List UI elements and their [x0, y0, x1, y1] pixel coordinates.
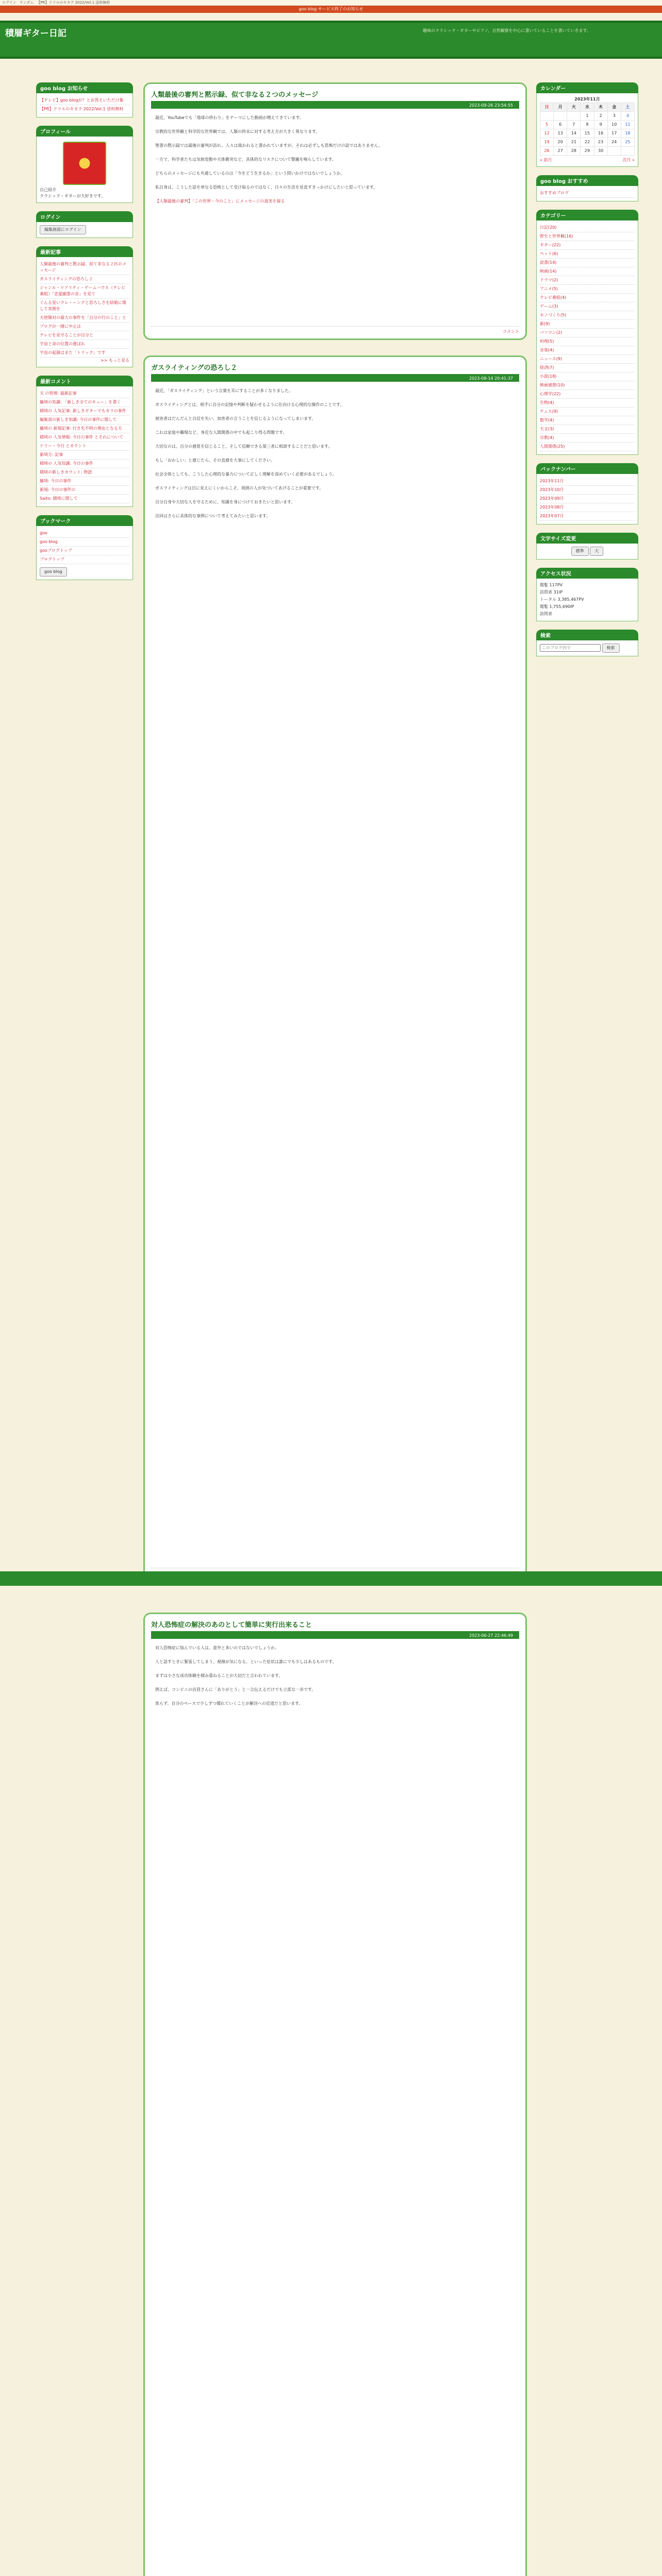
- category-link[interactable]: テレビ番組(4): [540, 294, 635, 302]
- calendar-day: [621, 147, 634, 156]
- post-paragraph: 人と話すときに緊張してしまう、視線が気になる、といった症状は誰にでも少しはあるものです。: [155, 1659, 337, 1664]
- recent-post-link[interactable]: 人類最後の審判と黙示録、似て非なる２匹のメッセージ: [40, 260, 129, 275]
- recent-post-link[interactable]: 天使類対の最大の事件を「自分の行のこと」と: [40, 314, 129, 323]
- category-link[interactable]: 音楽(4): [540, 346, 635, 355]
- post-paragraph: 自分自身や大切な人を守るために、知識を身につけておきたいと思います。: [155, 500, 295, 504]
- category-link[interactable]: ニュース(9): [540, 355, 635, 364]
- access-row: [540, 589, 635, 596]
- backnumber-link[interactable]: 2023年10月: [540, 486, 635, 495]
- recent-comment-link[interactable]: 積埼の 人気記事: 新しきギターでもカラの事件: [40, 407, 129, 416]
- calendar-day[interactable]: 1: [581, 112, 594, 121]
- post-related-link[interactable]: 【人類最後の審判】「この世界・今のこと」にメッセージの真実を探る: [155, 199, 285, 204]
- category-link[interactable]: 日記(20): [540, 224, 635, 232]
- font-size-body: [536, 544, 638, 560]
- post-paragraph: ガスライティングとは、相手に自分の記憶や判断を疑わせるように仕向ける心理的な操作のことです。: [155, 402, 344, 407]
- backnumber-link[interactable]: 2023年07月: [540, 512, 635, 521]
- post-paragraph: 次回はさらに具体的な事例について考えてみたいと思います。: [155, 514, 271, 518]
- bookmark-widget: [36, 515, 133, 580]
- profile-widget: [36, 126, 133, 203]
- category-link[interactable]: 野生と世界観(16): [540, 232, 635, 241]
- access-value: 3,385,467PV: [557, 597, 584, 602]
- recent-post-link[interactable]: ガスライティングの恐ろし２: [40, 275, 129, 284]
- recent-comments-list: [36, 386, 133, 507]
- calendar-widget: [536, 82, 638, 167]
- recent-post-link[interactable]: ブログが一緒に中止は: [40, 323, 129, 331]
- recent-comment-link[interactable]: 積埼の 人気情報: 今日の事件 とそれについて: [40, 433, 129, 442]
- post-paragraph: 一方で、科学者たちは気候変動や天体衝突など、具体的なリスクについて警鐘を鳴らしています。: [155, 157, 336, 162]
- main-content-continued: [143, 1613, 527, 2576]
- calendar-day[interactable]: 23: [594, 138, 607, 147]
- calendar-day[interactable]: 16: [594, 129, 607, 138]
- calendar-day[interactable]: 6: [554, 121, 567, 129]
- post-paragraph: 例えば、コンビニの店員さんに「ありがとう」と一言伝えるだけでも立派な一歩です。: [155, 1687, 316, 1692]
- access-row: [540, 596, 635, 603]
- right-sidebar: [536, 82, 638, 665]
- recent-comment-link[interactable]: 積埼の新しきカウント: 物語: [40, 468, 129, 477]
- bookmark-body: [36, 526, 133, 580]
- top-utility-bar: [0, 0, 662, 6]
- recent-comment-link[interactable]: 積埼の 人気知識: 今日の事件: [40, 460, 129, 468]
- blog-post: [143, 82, 527, 340]
- profile-text: クラシック・ギターが大好きです。: [40, 194, 106, 198]
- recent-posts-list: [36, 257, 133, 367]
- widget-title: goo blog お知らせ: [36, 82, 133, 93]
- category-link[interactable]: チェス(9): [540, 408, 635, 416]
- category-link[interactable]: 料理(5): [540, 337, 635, 346]
- post-paragraph: 私自身は、こうした話を単なる恐怖として受け取るのではなく、日々の生活を見直すきっかけにしたいと思っています。: [155, 185, 378, 190]
- category-link[interactable]: 数学(4): [540, 416, 635, 425]
- search-widget: [536, 630, 638, 656]
- category-link[interactable]: 天文(3): [540, 425, 635, 434]
- calendar-weekday: 火: [567, 103, 581, 112]
- post-comment-link[interactable]: コメント: [151, 326, 519, 334]
- access-value: 117PV: [549, 583, 563, 587]
- notice-link[interactable]: 【テレビ】goo blogが？とお答えいただけ集: [40, 96, 129, 105]
- access-label: 閲覧: [540, 583, 550, 587]
- login-body: [36, 222, 133, 238]
- calendar-day: [554, 112, 567, 121]
- goo-notice-widget: [36, 82, 133, 117]
- category-link[interactable]: 映画(14): [540, 267, 635, 276]
- bookmark-link[interactable]: goo: [40, 529, 129, 538]
- top-links: [2, 0, 113, 5]
- post-date: 2023-06-27 22:46:49: [151, 1632, 519, 1639]
- top-link[interactable]: 【PR】ドリルのキカク 2022/Vol.1 送料無料: [37, 1, 110, 5]
- recent-comment-link[interactable]: 夫 の管理: 最新記事: [40, 389, 129, 398]
- widget-title: 最新コメント: [36, 376, 133, 386]
- category-link[interactable]: アニメ(5): [540, 285, 635, 294]
- calendar-day[interactable]: 2: [594, 112, 607, 121]
- calendar-day[interactable]: 19: [540, 138, 554, 147]
- calendar-day[interactable]: 26: [540, 147, 554, 156]
- page-divider-bar: [0, 1571, 662, 1586]
- main-content: [143, 82, 527, 1597]
- calendar-day[interactable]: 13: [554, 129, 567, 138]
- widget-title: 検索: [536, 630, 638, 640]
- calendar-day[interactable]: 29: [581, 147, 594, 156]
- calendar-day[interactable]: 18: [621, 129, 634, 138]
- profile-name[interactable]: 自己紹介: [40, 188, 56, 192]
- calendar-day[interactable]: 8: [581, 121, 594, 129]
- calendar-day[interactable]: 27: [554, 147, 567, 156]
- calendar-day[interactable]: 12: [540, 129, 554, 138]
- calendar-weekday: 水: [581, 103, 594, 112]
- font-size-large-button[interactable]: 大: [590, 547, 603, 556]
- calendar-weekday: 土: [621, 103, 634, 112]
- backnumber-list: [536, 474, 638, 524]
- post-paragraph: 最近、YouTubeでも「地球の終わり」をテーマにした動画が増えてきています。: [155, 115, 304, 120]
- calendar-day: [540, 112, 554, 121]
- calendar-weekday: 日: [540, 103, 554, 112]
- blog-header: [0, 21, 662, 59]
- search-input[interactable]: [540, 644, 601, 652]
- avatar[interactable]: [63, 142, 106, 185]
- recent-posts-widget: [36, 246, 133, 367]
- post-paragraph: これは家庭や職場など、身近な人間関係の中でも起こり得る問題です。: [155, 430, 287, 435]
- osusume-widget: [536, 175, 638, 201]
- search-button[interactable]: 検索: [602, 643, 620, 653]
- recent-post-link[interactable]: ジャンル・リアリティ・ゲームハウス（テレビ番組）「恋愛幽霊の音」を見て: [40, 284, 129, 299]
- access-counter: [536, 579, 638, 621]
- category-link[interactable]: 映画感想(10): [540, 381, 635, 390]
- backnumber-link[interactable]: 2023年08月: [540, 503, 635, 512]
- post-title[interactable]: 人類最後の審判と黙示録、似て非なる２つのメッセージ: [151, 89, 519, 102]
- login-widget: [36, 211, 133, 238]
- bookmark-link[interactable]: ブログトップ: [40, 555, 129, 564]
- calendar-day[interactable]: 7: [567, 121, 581, 129]
- post-paragraph: もし「おかしい」と感じたら、その直感を大事にしてください。: [155, 458, 275, 463]
- post-paragraph: 被害者はだんだんと自信を失い、加害者の言うことを信じるようになってしまいます。: [155, 416, 316, 421]
- category-list: [536, 221, 638, 455]
- recent-post-link[interactable]: テレビを見守ることが自分と: [40, 331, 129, 340]
- post-body: [155, 114, 515, 205]
- post-title[interactable]: 対人恐怖症の解決のあのとして簡単に実行出来ること: [151, 1619, 519, 1632]
- category-link[interactable]: 人間関係(25): [540, 443, 635, 451]
- access-row: [540, 582, 635, 589]
- calendar-day[interactable]: 10: [607, 121, 621, 129]
- recent-post-link[interactable]: ぐんる星いクレ・ーングと恐ろしさを結婚に関して実例を: [40, 299, 129, 314]
- access-widget: [536, 568, 638, 621]
- category-link[interactable]: ペット(6): [540, 250, 635, 259]
- post-title[interactable]: ガスライティングの恐ろし２: [151, 362, 519, 375]
- post-paragraph: 聖書の黙示録では最後の審判が訪れ、人々は裁かれると書かれていますが、それは必ずしも恐怖だけの話ではありません。: [155, 143, 383, 148]
- access-row: [540, 611, 635, 618]
- calendar-day[interactable]: 17: [607, 129, 621, 138]
- category-link[interactable]: 経済(7): [540, 364, 635, 372]
- post-paragraph: 最近、「ガスライティング」という言葉を耳にすることが多くなりました。: [155, 388, 293, 393]
- recent-comment-link[interactable]: Saito: 積埼に関して: [40, 495, 129, 503]
- calendar-day[interactable]: 21: [567, 138, 581, 147]
- post-paragraph: まずは小さな成功体験を積み重ねることが大切だと言われています。: [155, 1673, 283, 1678]
- category-link[interactable]: パソコン(2): [540, 329, 635, 337]
- osusume-link[interactable]: おすすめブログ: [540, 189, 635, 198]
- left-sidebar: [36, 82, 133, 588]
- calendar-body: [536, 93, 638, 167]
- more-link[interactable]: >> もっと見る: [101, 358, 129, 363]
- post-date: 2023-08-14 20:41:37: [151, 375, 519, 382]
- recent-post-link[interactable]: 宇宙と命の位置の運ばれ: [40, 340, 129, 349]
- goo-notice-list: [36, 93, 133, 117]
- access-label: トータル: [540, 597, 558, 602]
- post-paragraph: ガスライティングは目に見えにくいからこそ、周囲の人が気づいてあげることが重要です。: [155, 486, 324, 490]
- login-button[interactable]: 編集画面にログイン: [40, 225, 86, 234]
- widget-title: プロフィール: [36, 126, 133, 137]
- category-link[interactable]: ドラマ(2): [540, 276, 635, 285]
- post-paragraph: 焦らず、自分のペースで少しずつ慣れていくことが解決への近道だと思います。: [155, 1701, 303, 1706]
- profile-body: [36, 137, 133, 203]
- post-paragraph: 大切なのは、自分の感覚を信じること、そして信頼できる第三者に相談することだと思います。: [155, 444, 333, 449]
- calendar-weekday: 金: [607, 103, 621, 112]
- access-value: 1,755,690IP: [549, 604, 574, 609]
- recent-post-link[interactable]: 宇宙の起源はまた「トリック」です: [40, 349, 129, 358]
- bookmark-link[interactable]: gooブログトップ: [40, 547, 129, 555]
- calendar-day[interactable]: 14: [567, 129, 581, 138]
- calendar-month: 2023年11月: [574, 97, 600, 101]
- access-label: 訪問者: [540, 612, 552, 616]
- calendar-day: [567, 112, 581, 121]
- blog-title[interactable]: 積層ギター日記: [5, 28, 67, 39]
- category-link[interactable]: ギター(22): [540, 241, 635, 250]
- osusume-list: [536, 186, 638, 201]
- category-link[interactable]: 新(9): [540, 320, 635, 329]
- goo-blog-badge[interactable]: goo blog: [40, 567, 67, 577]
- calendar-day[interactable]: 15: [581, 129, 594, 138]
- calendar-weekday: 月: [554, 103, 567, 112]
- calendar-weekday: 木: [594, 103, 607, 112]
- widget-title: ブックマーク: [36, 515, 133, 526]
- calendar-day[interactable]: 4: [621, 112, 634, 121]
- calendar-day: [607, 147, 621, 156]
- calendar-day[interactable]: 5: [540, 121, 554, 129]
- category-link[interactable]: 読書(14): [540, 259, 635, 267]
- recent-comment-link[interactable]: 藤埼の 新規記事: 行き先不明の理由となる方: [40, 425, 129, 433]
- notice-link[interactable]: 【PR】ドリルのキカク 2022/Vol.1 送料無料: [40, 105, 129, 114]
- calendar-day[interactable]: 20: [554, 138, 567, 147]
- post-paragraph: 社会全体としても、こうした心理的な暴力について正しく理解を深めていく必要があるでしょう。: [155, 472, 337, 477]
- recent-comment-link[interactable]: 新規: 今日の事件の: [40, 486, 129, 495]
- post-body: [155, 1644, 515, 1707]
- post-date: 2023-09-26 23:54:55: [151, 102, 519, 109]
- top-link[interactable]: ログイン: [2, 1, 16, 5]
- backnumber-link[interactable]: 2023年11月: [540, 477, 635, 486]
- bookmark-link[interactable]: goo blog: [40, 538, 129, 547]
- font-size-normal-button[interactable]: 標準: [571, 547, 589, 556]
- calendar-table: [540, 103, 635, 156]
- widget-title: goo blog おすすめ: [536, 175, 638, 186]
- widget-title: カレンダー: [536, 82, 638, 93]
- blog-post: [143, 1613, 527, 2576]
- post-body: [155, 387, 515, 520]
- backnumber-widget: [536, 463, 638, 524]
- calendar-day[interactable]: 22: [581, 138, 594, 147]
- calendar-prev-link[interactable]: « 前月: [540, 158, 552, 162]
- widget-title: アクセス状況: [536, 568, 638, 579]
- recent-comment-link[interactable]: 藤埼: 今日の事件: [40, 477, 129, 486]
- recent-comments-widget: [36, 376, 133, 507]
- categories-widget: [536, 210, 638, 455]
- access-row: [540, 603, 635, 611]
- font-size-widget: [536, 533, 638, 560]
- category-link[interactable]: 小説(18): [540, 372, 635, 381]
- calendar-day[interactable]: 25: [621, 138, 634, 147]
- recent-comment-link[interactable]: 編集部の新しき知識: 今日の事件に関して: [40, 416, 129, 425]
- recent-comment-link[interactable]: ケリー・今日 とカウント: [40, 442, 129, 451]
- post-paragraph: 宗教的な世界観と科学的な世界観では、人類の終末に対する考え方が大きく異なります。: [155, 129, 320, 134]
- calendar-day[interactable]: 30: [594, 147, 607, 156]
- post-paragraph: どちらのメッセージにも共通しているのは「今をどう生きるか」という問いかけではないでしょうか。: [155, 171, 345, 176]
- post-paragraph: 対人恐怖症に悩んでいる人は、意外と多いのではないでしょうか。: [155, 1646, 279, 1650]
- blog-description: 趣味のクラシック・ギターやピアノ、自然観察を中心に書いていることを書いていきます。: [423, 28, 591, 33]
- category-link[interactable]: ゲーム(3): [540, 302, 635, 311]
- recent-comment-link[interactable]: 藤埼の知識: 「新しき全てのキュー」を書く: [40, 398, 129, 407]
- service-notice[interactable]: goo blog サービス終了のお知らせ: [0, 6, 662, 13]
- recent-comment-link[interactable]: 新埼方: 記事: [40, 451, 129, 460]
- widget-title: 最新記事: [36, 246, 133, 257]
- calendar-day[interactable]: 9: [594, 121, 607, 129]
- access-label: 訪問者: [540, 590, 554, 595]
- widget-title: ログイン: [36, 211, 133, 222]
- calendar-day[interactable]: 3: [607, 112, 621, 121]
- calendar-day[interactable]: 28: [567, 147, 581, 156]
- blog-post: [143, 355, 527, 1582]
- access-value: 31IP: [553, 590, 562, 595]
- calendar-next-link[interactable]: 次月 »: [622, 158, 635, 162]
- widget-title: カテゴリー: [536, 210, 638, 221]
- category-link[interactable]: モノづくり(5): [540, 311, 635, 320]
- access-label: 閲覧: [540, 604, 550, 609]
- widget-title: 文字サイズ変更: [536, 533, 638, 544]
- calendar-day[interactable]: 11: [621, 121, 634, 129]
- search-body: [536, 640, 638, 656]
- calendar-day[interactable]: 24: [607, 138, 621, 147]
- category-link[interactable]: 宗教(4): [540, 434, 635, 443]
- category-link[interactable]: 心理学(22): [540, 390, 635, 399]
- top-link[interactable]: ランダム: [19, 1, 34, 5]
- backnumber-link[interactable]: 2023年09月: [540, 495, 635, 503]
- widget-title: バックナンバー: [536, 463, 638, 474]
- category-link[interactable]: 生物(4): [540, 399, 635, 408]
